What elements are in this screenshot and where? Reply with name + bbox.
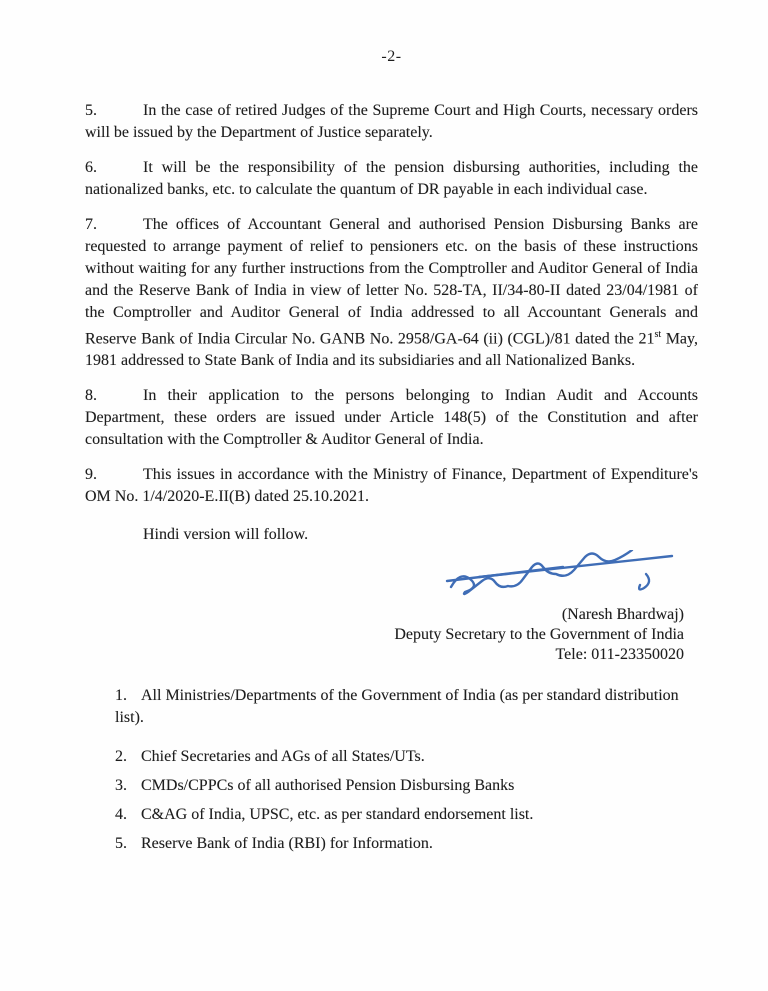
distribution-item-4-number: 4. [115, 806, 127, 824]
paragraph-7-text-after-superscript: May, 1981 addressed to State Bank of India and its subsidiaries and all Nationalized Banks. [85, 330, 698, 370]
paragraph-7-text-before-superscript: The offices of Accountant General and authorised Pension Disbursing Banks are requested to arrange payment of relief to pensioners etc. on the basis of these instructions without waiting for any further instructions from the Comptroller and Auditor General of India and the Reserve Bank of India in view of letter No. 528-TA, II/34-80-II dated 23/04/1981 of the Comptroller and Auditor General of India addressed to all Accountant Generals and Reserve Bank of India Circular No. GANB No. 2958/GA-64 (ii) (CGL)/81 dated the 21 [85, 216, 698, 348]
paragraph-8-number: 8. [85, 387, 97, 405]
paragraph-6 [85, 157, 698, 201]
page-number: -2- [381, 48, 402, 65]
distribution-item-1-number: 1. [115, 687, 127, 705]
paragraph-9 [85, 464, 698, 508]
signature-area [85, 550, 686, 603]
distribution-item-1 [115, 685, 698, 729]
distribution-item-3-number: 3. [115, 777, 127, 795]
paragraph-8 [85, 385, 698, 451]
paragraph-6-text: It will be the responsibility of the pension disbursing authorities, including the nationalized banks, etc. to calculate the quantum of DR payable in each individual case. [85, 159, 698, 198]
paragraph-6-number: 6. [85, 159, 97, 176]
signatory-block [85, 605, 684, 665]
signatory-designation: Deputy Secretary to the Government of India [394, 626, 684, 644]
distribution-item-3-text: CMDs/CPPCs of all authorised Pension Disbursing Banks [141, 777, 515, 795]
distribution-item-3 [115, 775, 698, 797]
ordinal-superscript: st [654, 329, 662, 340]
paragraph-5 [85, 100, 698, 144]
distribution-item-5-text: Reserve Bank of India (RBI) for Information. [141, 835, 433, 853]
paragraph-5-number: 5. [85, 102, 97, 119]
paragraph-9-number: 9. [85, 466, 97, 484]
distribution-item-2-number: 2. [115, 748, 127, 766]
distribution-item-5 [115, 833, 698, 855]
distribution-item-4 [115, 804, 698, 826]
signatory-name: (Naresh Bhardwaj) [561, 606, 684, 624]
paragraph-8-text: In their application to the persons belonging to Indian Audit and Accounts Department, these orders are issued under Article 148(5) of the Constitution and after consultation with the Comptroller & Auditor General of India. [85, 387, 698, 449]
distribution-item-1-text: All Ministries/Departments of the Government of India (as per standard distribution list). [115, 687, 679, 727]
paragraph-7-number: 7. [85, 216, 97, 233]
handwritten-signature-scrawl [441, 550, 676, 598]
distribution-item-4-text: C&AG of India, UPSC, etc. as per standard endorsement list. [141, 806, 534, 824]
paragraph-9-text: This issues in accordance with the Ministry of Finance, Department of Expenditure's OM No. 1/4/2020-E.II(B) dated 25.10.2021. [85, 466, 698, 506]
distribution-item-2 [115, 746, 698, 768]
distribution-item-2-text: Chief Secretaries and AGs of all States/UTs. [141, 748, 425, 766]
paragraph-7 [85, 214, 698, 372]
distribution-item-5-number: 5. [115, 835, 127, 853]
paragraph-5-text: In the case of retired Judges of the Supreme Court and High Courts, necessary orders will be issued by the Department of Justice separately. [85, 102, 698, 141]
hindi-version-note: Hindi version will follow. [143, 526, 309, 544]
signatory-phone: Tele: 011-23350020 [555, 646, 684, 664]
distribution-list [115, 685, 698, 855]
